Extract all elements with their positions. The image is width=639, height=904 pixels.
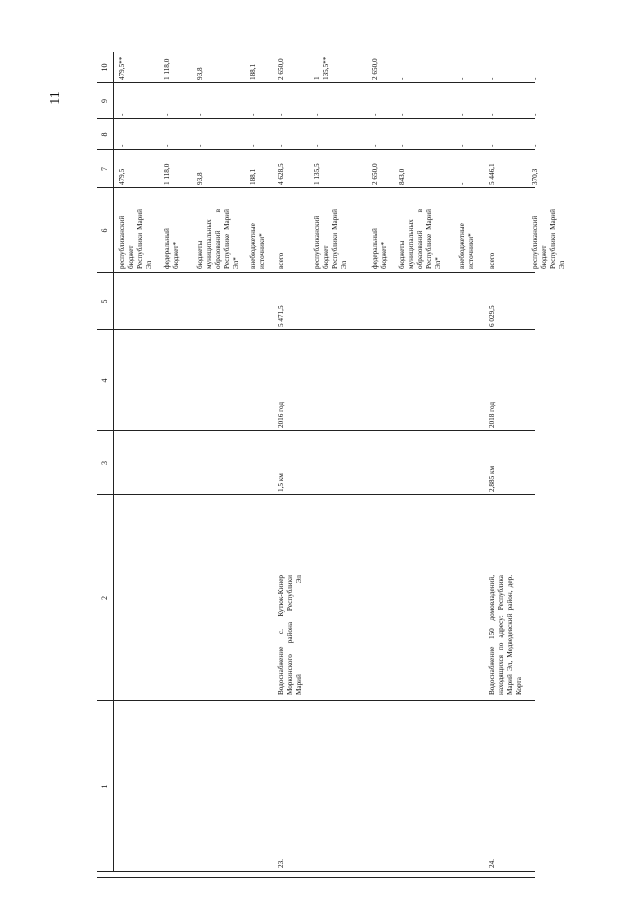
cell-year-2016: - [398, 77, 406, 80]
cell-year-2016: 1 135,5** [313, 56, 330, 80]
column-header-8: 8 [100, 132, 109, 137]
cell-funding-source: республиканский бюджет Республики Марий Эл [531, 209, 566, 269]
cell-total-amount: 4 628,5 [277, 163, 285, 185]
cell-year-2014: - [371, 144, 379, 147]
cell-object-name: Водоснабжение 150 домовладений, находящихся по адресу: Республика Марий Эл, Медведевский район, дер. Корта [488, 575, 523, 695]
cell-year-2014: - [196, 144, 204, 147]
cell-year-2015: - [458, 113, 466, 116]
cell-year-2016: - [531, 77, 539, 80]
cell-year-2015: - [488, 113, 496, 116]
cell-year-2016: 1 118,0 [163, 58, 171, 80]
cell-year-2014: - [163, 144, 171, 147]
cell-year-2014: - [488, 144, 496, 147]
column-line [97, 272, 535, 273]
financing-table [97, 52, 566, 872]
cell-total-amount: 370,3 [531, 168, 539, 185]
cell-total-amount: 1 118,0 [163, 163, 171, 185]
cell-year-2016: 188,1 [249, 63, 257, 80]
cell-year-2015: - [249, 113, 257, 116]
cell-estimated-cost: 5 471,5 [277, 305, 285, 327]
column-header-4: 4 [100, 378, 109, 383]
cell-funding-source: бюджеты муниципальных образований в Республике Марий Эл* [398, 209, 442, 269]
cell-funding-source: федеральный бюджет* [163, 228, 180, 269]
header-divider [113, 52, 114, 872]
cell-year-2015: - [398, 113, 406, 116]
column-header-2: 2 [100, 596, 109, 600]
cell-total-amount: 188,1 [249, 168, 257, 185]
column-header-3: 3 [100, 461, 109, 465]
cell-year-2015: - [277, 113, 285, 116]
cell-funding-source: всего [277, 252, 285, 269]
cell-funding-source: федеральный бюджет* [371, 228, 388, 269]
cell-year-2014: - [398, 144, 406, 147]
cell-total-amount: 843,0 [398, 168, 406, 185]
cell-capacity: 1,5 км [277, 473, 285, 492]
cell-year-2014: - [458, 144, 466, 147]
column-line [97, 430, 535, 431]
cell-year-2016: 2 650,0 [277, 58, 285, 80]
cell-year-2014: - [313, 144, 321, 147]
cell-funding-source: внебюджетные источники* [458, 223, 475, 269]
column-line [97, 149, 535, 150]
column-header-7: 7 [100, 167, 109, 171]
cell-row-number: 24. [488, 859, 496, 868]
column-line [97, 700, 535, 701]
column-header-10: 10 [100, 63, 109, 72]
cell-commissioning-year: 2018 год [488, 402, 496, 428]
column-line [97, 871, 535, 872]
cell-year-2015: - [118, 113, 126, 116]
cell-year-2015: - [531, 113, 539, 116]
cell-year-2015: - [371, 113, 379, 116]
cell-total-amount: 5 446,1 [488, 163, 496, 185]
cell-total-amount: - [458, 182, 466, 185]
cell-year-2016: 2 650,0 [371, 58, 379, 80]
cell-funding-source: внебюджетные источники* [249, 223, 266, 269]
column-line [97, 118, 535, 119]
page-number: 11 [48, 91, 63, 105]
cell-total-amount: 1 135,5 [313, 163, 321, 185]
cell-funding-source: бюджеты муниципальных образований в Республике Марий Эл* [196, 209, 240, 269]
cell-year-2016: - [458, 77, 466, 80]
column-line [97, 494, 535, 495]
cell-year-2016: 479,5** [118, 56, 126, 80]
cell-year-2016: 93,8 [196, 67, 204, 80]
cell-row-number: 23. [277, 859, 285, 868]
cell-year-2014: - [118, 144, 126, 147]
cell-commissioning-year: 2016 год [277, 402, 285, 428]
cell-year-2014: - [531, 144, 539, 147]
cell-total-amount: 2 650,0 [371, 163, 379, 185]
table-border [97, 877, 535, 878]
column-header-9: 9 [100, 99, 109, 103]
column-line [97, 82, 535, 83]
column-line [97, 329, 535, 330]
cell-year-2014: - [277, 144, 285, 147]
cell-estimated-cost: 6 029,5 [488, 305, 496, 327]
cell-year-2015: - [196, 113, 204, 116]
column-header-6: 6 [100, 228, 109, 233]
cell-total-amount: 93,8 [196, 172, 204, 185]
cell-funding-source: республиканский бюджет Республики Марий Эл [118, 209, 153, 269]
cell-year-2016: - [488, 77, 496, 80]
column-line [97, 187, 535, 188]
cell-year-2015: - [313, 113, 321, 116]
cell-funding-source: республиканский бюджет Республики Марий Эл [313, 209, 348, 269]
cell-year-2015: - [163, 113, 171, 116]
column-header-1: 1 [100, 784, 109, 789]
cell-object-name: Водоснабжение с. Кутюк-Кинер Моркинского района Республики Марий Эл [277, 575, 303, 695]
column-header-5: 5 [100, 299, 109, 304]
cell-total-amount: 479,5 [118, 168, 126, 185]
cell-funding-source: всего [488, 252, 496, 269]
cell-capacity: 2,885 км [488, 465, 496, 492]
cell-year-2014: - [249, 144, 257, 147]
